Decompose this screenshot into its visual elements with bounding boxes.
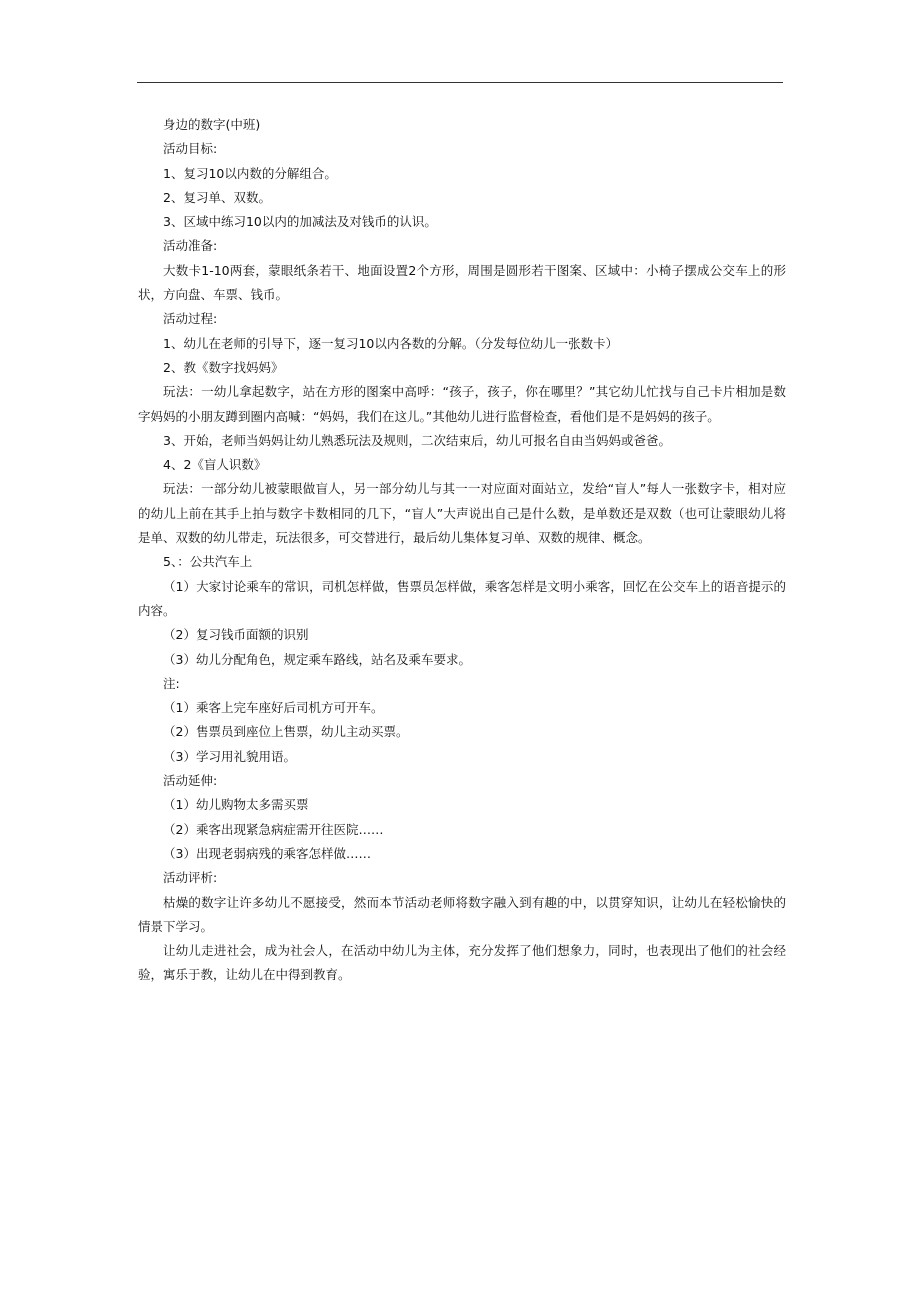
goals-heading: 活动目标: [163, 141, 218, 157]
doc-title: 身边的数字(中班) [163, 117, 261, 132]
evaluation-paragraph: 枯燥的数字让许多幼儿不愿接受，然而本节活动老师将数字融入到有趣的中，以贯穿知识，让幼儿在轻松愉快的情景下学习。 [138, 894, 786, 934]
process-step: 3、开始，老师当妈妈让幼儿熟悉玩法及规则，二次结束后，幼儿可报名自由当妈妈或爸爸。 [163, 432, 671, 448]
process-sub-item: （1）大家讨论乘车的常识，司机怎样做，售票员怎样做，乘客怎样是文明小乘客，回忆在公交车上的语音提示的内容。 [138, 578, 786, 618]
process-sub-item: （2）复习钱币面额的识别 [163, 627, 309, 643]
header-rule [137, 82, 783, 83]
note-item: （3）学习用礼貌用语。 [163, 748, 296, 764]
extension-item: （2）乘客出现紧急病症需开往医院…… [163, 821, 384, 837]
goal-item: 2、复习单、双数。 [163, 189, 271, 205]
process-step: 1、幼儿在老师的引导下，逐一复习10以内各数的分解。（分发每位幼儿一张数卡） [163, 335, 619, 351]
process-step: 5、：公共汽车上 [163, 554, 253, 570]
prep-heading: 活动准备: [163, 238, 218, 254]
goal-item: 3、区域中练习10以内的加减法及对钱币的认识。 [163, 214, 437, 230]
process-step: 2、教《数字找妈妈》 [163, 359, 284, 375]
note-item: （1）乘客上完车座好后司机方可开车。 [163, 700, 384, 716]
process-play-text: 玩法：一幼儿拿起数字，站在方形的图案中高呼：“孩子，孩子，你在哪里？”其它幼儿忙找与自己卡片相加是数字妈妈的小朋友蹲到圈内高喊：“妈妈，我们在这儿。”其他幼儿进行监督检查，看他们是不是妈妈的孩子。 [138, 384, 786, 424]
prep-text: 大数卡1-10两套，蒙眼纸条若干、地面设置2个方形，周围是圆形若干图案、区域中：小椅子摆成公交车上的形状，方向盘、车票、钱币。 [138, 262, 786, 303]
evaluation-heading: 活动评析: [163, 870, 218, 886]
process-play-text: 玩法：一部分幼儿被蒙眼做盲人，另一部分幼儿与其一一对应面对面站立，发给“盲人”每人一张数字卡，相对应的幼儿上前在其手上拍与数字卡数相同的几下，“盲人”大声说出自己是什么数，是单数还是双数（也可让蒙眼幼儿将是单、双数的幼儿带走，玩法很多，可交替进行，最后幼儿集体复习单、双数的规律、概念。 [138, 481, 786, 546]
goal-item: 1、复习10以内数的分解组合。 [163, 165, 337, 181]
extension-item: （3）出现老弱病残的乘客怎样做…… [163, 845, 371, 861]
process-sub-item: （3）幼儿分配角色，规定乘车路线，站名及乘车要求。 [163, 651, 471, 667]
evaluation-paragraph: 让幼儿走进社会，成为社会人，在活动中幼儿为主体，充分发挥了他们想象力，同时，也表现出了他们的社会经验，寓乐于教，让幼儿在中得到教育。 [138, 943, 786, 983]
process-heading: 活动过程: [163, 311, 218, 327]
note-heading: 注: [163, 675, 180, 691]
extension-item: （1）幼儿购物太多需买票 [163, 797, 309, 813]
process-step: 4、2《盲人识数》 [163, 457, 267, 473]
extension-heading: 活动延伸: [163, 773, 218, 789]
document-body [138, 113, 786, 988]
note-item: （2）售票员到座位上售票，幼儿主动买票。 [163, 724, 409, 740]
